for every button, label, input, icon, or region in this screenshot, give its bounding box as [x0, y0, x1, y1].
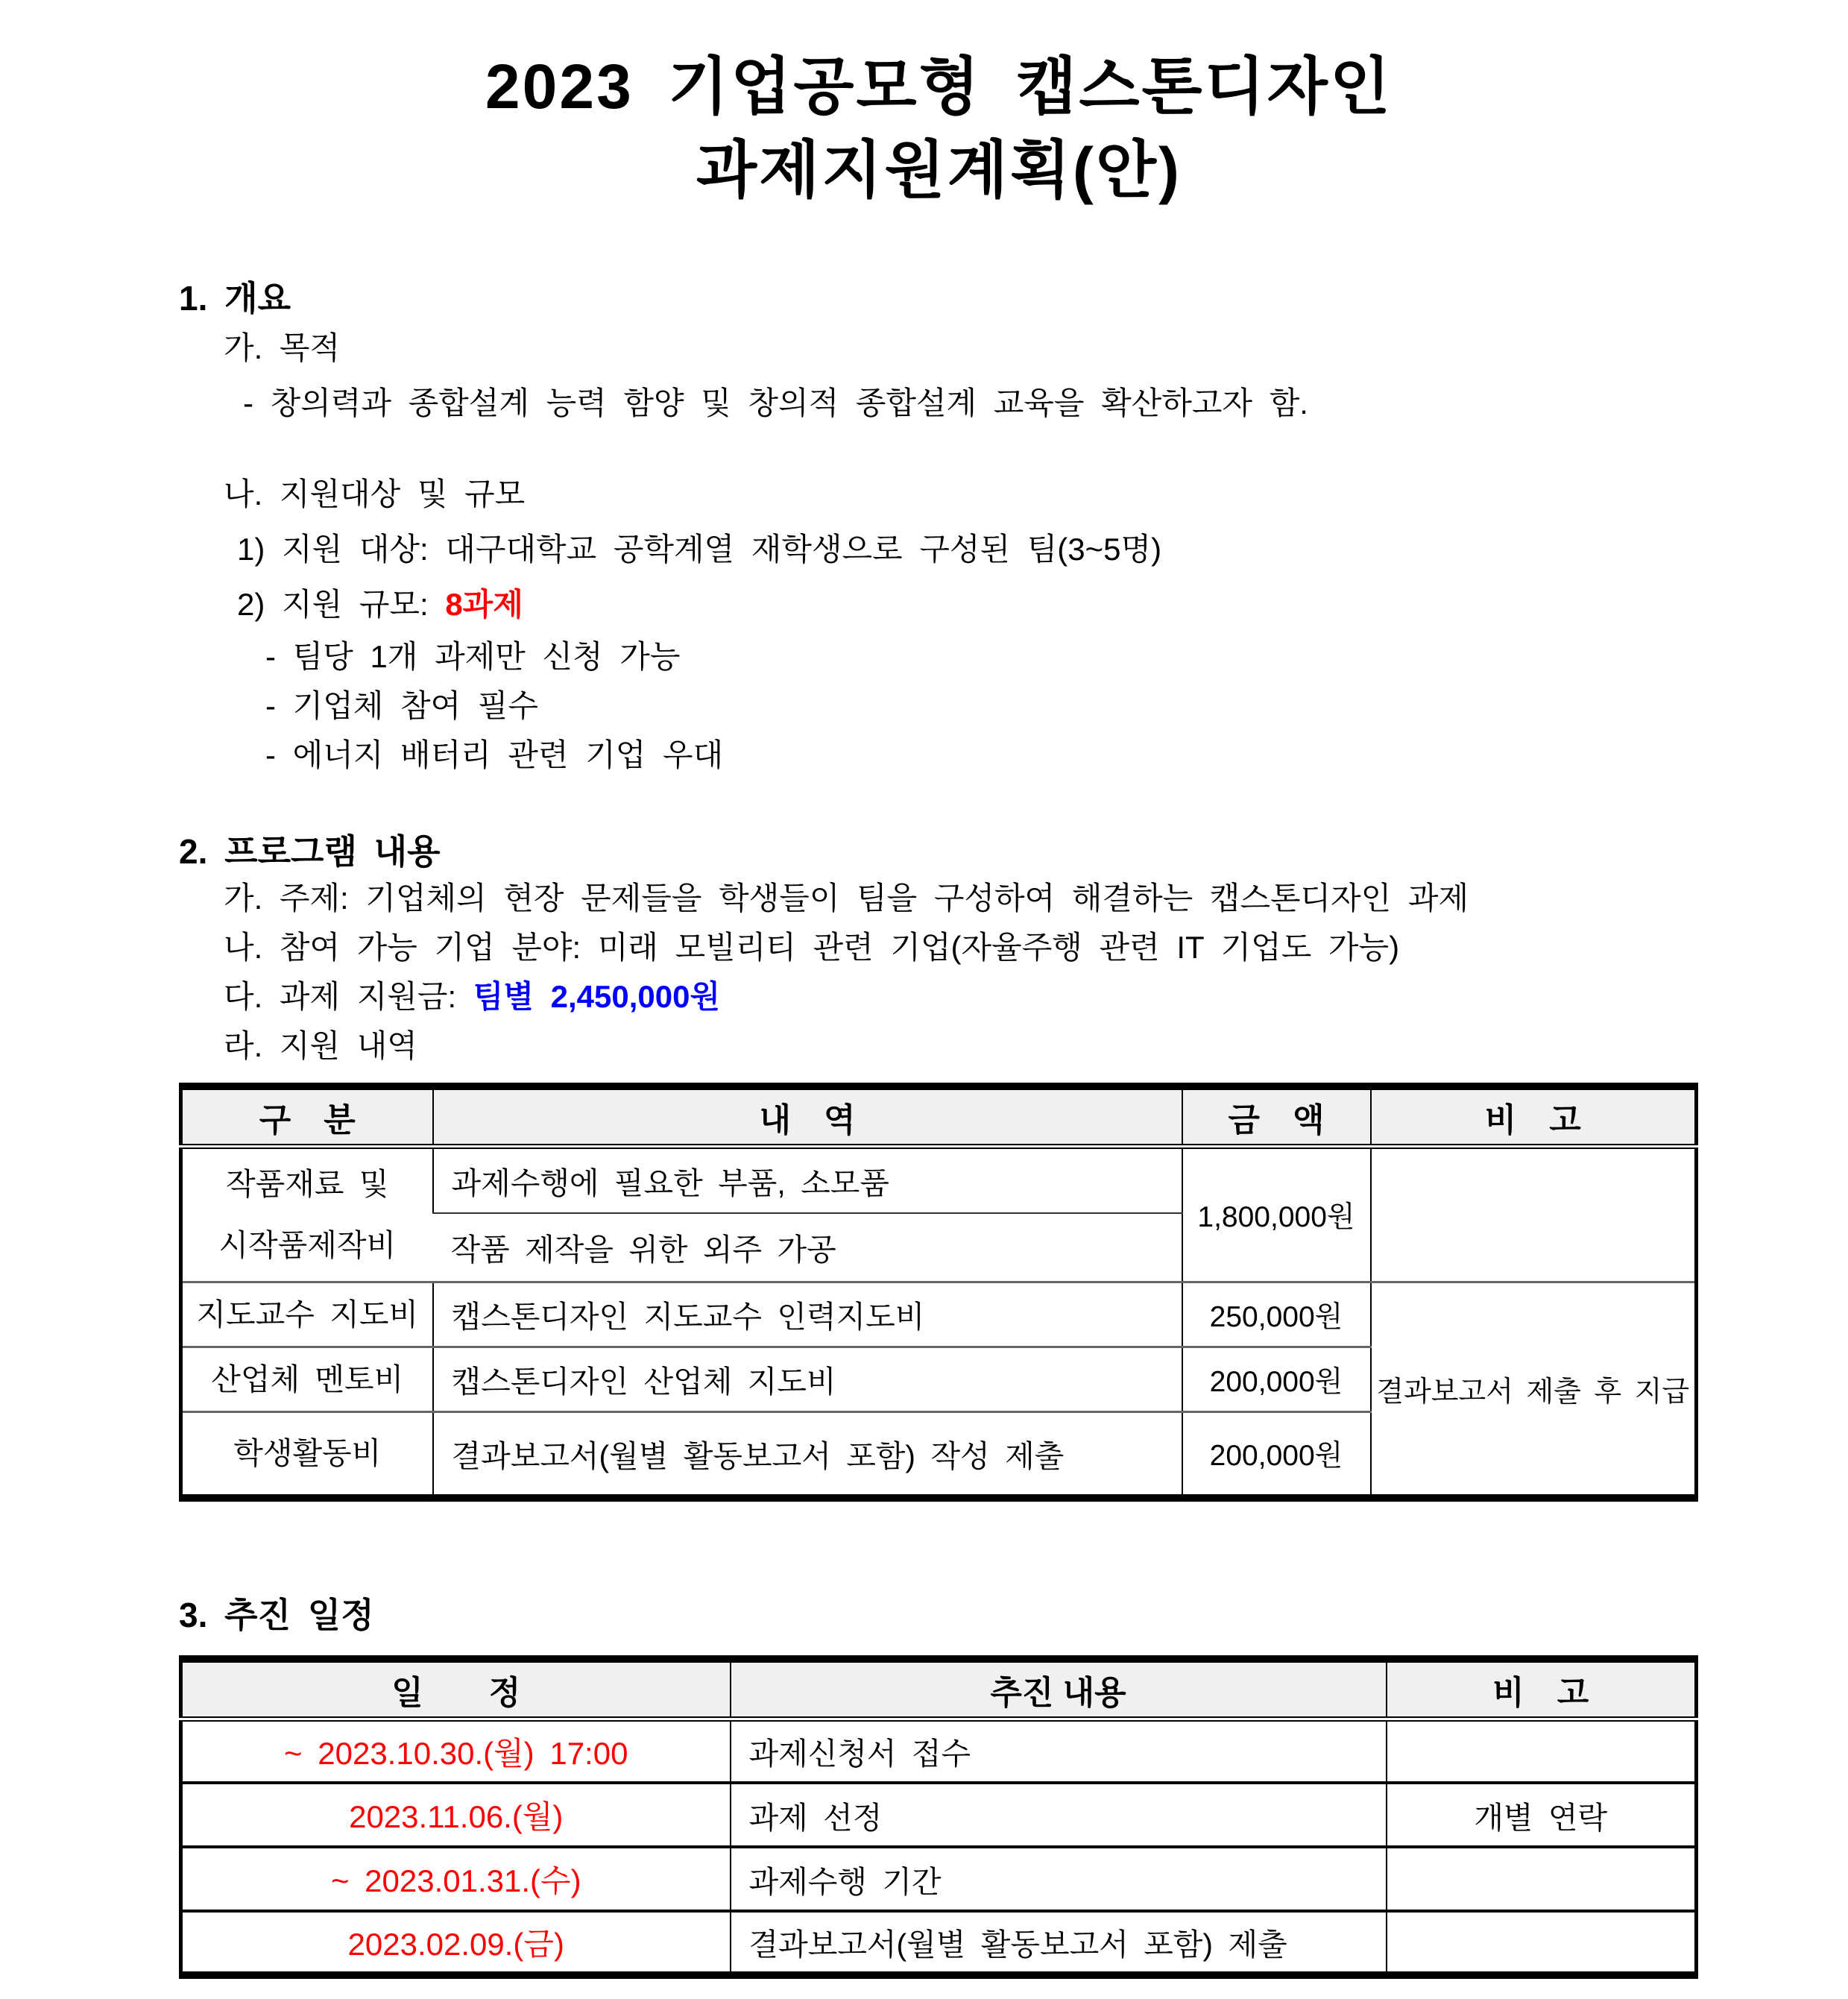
- section1-scope-item1: 1) 지원 대상: 대구대학교 공학계열 재학생으로 구성된 팀(3~5명): [237, 532, 1162, 567]
- section1-scope-note-3: - 에너지 배터리 관련 기업 우대: [265, 737, 724, 772]
- support-table-col-note: 비 고: [1371, 1086, 1697, 1146]
- schedule-table-row-3: [181, 1847, 1697, 1911]
- section2-grant: [179, 972, 1699, 1021]
- document-title-line2: 과제지원계획(안): [696, 135, 1182, 205]
- section1-scope-label: 나. 지원대상 및 규모: [224, 476, 526, 511]
- support-table-row-professor: [181, 1282, 1697, 1347]
- materials-category-line2: 시작품제작비: [218, 1228, 397, 1262]
- schedule-row3-date: ~ 2023.01.31.(수): [181, 1847, 731, 1911]
- support-table: [179, 1083, 1698, 1502]
- section1-scope-note-1: - 팀당 1개 과제만 신청 가능: [265, 639, 681, 674]
- support-table-cell-materials-amount: 1,800,000원: [1182, 1146, 1371, 1282]
- support-table-cell-materials-detail2: 작품 제작을 위한 외주 가공: [433, 1213, 1182, 1282]
- support-table-cell-materials-detail1: 과제수행에 필요한 부품, 소모품: [433, 1146, 1182, 1213]
- section2-industry-field: 나. 참여 가능 기업 분야: 미래 모빌리티 관련 기업(자율주행 관련 IT 기업도 가능): [224, 930, 1400, 965]
- section2-support-detail-label: 라. 지원 내역: [224, 1028, 417, 1063]
- schedule-table-row-1: [181, 1719, 1697, 1783]
- support-table-cell-payment-note: 결과보고서 제출 후 지급: [1371, 1282, 1697, 1498]
- section3-heading: 3. 추진 일정: [179, 1596, 374, 1634]
- schedule-table-row-2: [181, 1783, 1697, 1847]
- schedule-row1-content: 과제신청서 접수: [731, 1719, 1387, 1783]
- schedule-row2-date: 2023.11.06.(월): [181, 1783, 731, 1847]
- section1-scope-item2-prefix: 2) 지원 규모:: [237, 587, 446, 622]
- section1-scope-note-2: - 기업체 참여 필수: [265, 688, 538, 723]
- schedule-table-col-content: 추진 내용: [731, 1659, 1387, 1719]
- schedule-row4-content: 결과보고서(월별 활동보고서 포함) 제출: [731, 1911, 1387, 1975]
- support-table-cell-student-amount: 200,000원: [1182, 1411, 1371, 1498]
- schedule-row2-content: 과제 선정: [731, 1783, 1387, 1847]
- section2-grant-highlight: 팀별 2,450,000원: [473, 979, 721, 1014]
- section2-topic: 가. 주제: 기업체의 현장 문제들을 학생들이 팀을 구성하여 해결하는 캡스톤디자인 과제: [224, 881, 1469, 916]
- document-title-line1: 2023 기업공모형 캡스톤디자인: [485, 51, 1393, 122]
- support-table-cell-professor-amount: 250,000원: [1182, 1282, 1371, 1347]
- support-table-cell-mentor-detail: 캡스톤디자인 산업체 지도비: [433, 1347, 1182, 1411]
- schedule-table-header-row: [181, 1659, 1697, 1719]
- section1-heading: 1. 개요: [179, 279, 291, 318]
- support-table-cell-mentor-category: 산업체 멘토비: [181, 1347, 433, 1411]
- support-table-cell-student-detail: 결과보고서(월별 활동보고서 포함) 작성 제출: [433, 1411, 1182, 1498]
- support-table-cell-materials-category: [181, 1146, 433, 1282]
- schedule-row4-date: 2023.02.09.(금): [181, 1911, 731, 1975]
- support-table-cell-materials-note: [1371, 1146, 1697, 1282]
- schedule-table: [179, 1655, 1698, 1979]
- support-table-col-detail: 내 역: [433, 1086, 1182, 1146]
- section1-scope-item2: [179, 577, 1699, 632]
- schedule-table-col-date: 일 정: [181, 1659, 731, 1719]
- materials-category-line1: 작품재료 및: [226, 1167, 389, 1201]
- schedule-row3-content: 과제수행 기간: [731, 1847, 1387, 1911]
- schedule-table-row-4: [181, 1911, 1697, 1975]
- section1-scope-item2-highlight: 8과제: [445, 587, 523, 622]
- schedule-table-col-note: 비 고: [1387, 1659, 1697, 1719]
- support-table-col-amount: 금 액: [1182, 1086, 1371, 1146]
- document-title: [179, 45, 1699, 212]
- support-table-cell-student-category: 학생활동비: [181, 1411, 433, 1498]
- schedule-row1-note: [1387, 1719, 1697, 1783]
- section1-purpose-label: 가. 목적: [224, 330, 341, 365]
- schedule-row2-note: 개별 연락: [1387, 1783, 1697, 1847]
- support-table-cell-professor-category: 지도교수 지도비: [181, 1282, 433, 1347]
- support-table-row-materials-1: [181, 1146, 1697, 1213]
- schedule-row1-date: ~ 2023.10.30.(월) 17:00: [181, 1719, 731, 1783]
- section1-purpose-detail: - 창의력과 종합설계 능력 함양 및 창의적 종합설계 교육을 확산하고자 함.: [243, 385, 1308, 421]
- section2-heading: 2. 프로그램 내용: [179, 832, 441, 871]
- support-table-cell-professor-detail: 캡스톤디자인 지도교수 인력지도비: [433, 1282, 1182, 1347]
- section2-grant-prefix: 다. 과제 지원금:: [224, 979, 473, 1014]
- support-table-col-category: 구 분: [181, 1086, 433, 1146]
- schedule-row4-note: [1387, 1911, 1697, 1975]
- support-table-header-row: [181, 1086, 1697, 1146]
- schedule-row3-note: [1387, 1847, 1697, 1911]
- support-table-cell-mentor-amount: 200,000원: [1182, 1347, 1371, 1411]
